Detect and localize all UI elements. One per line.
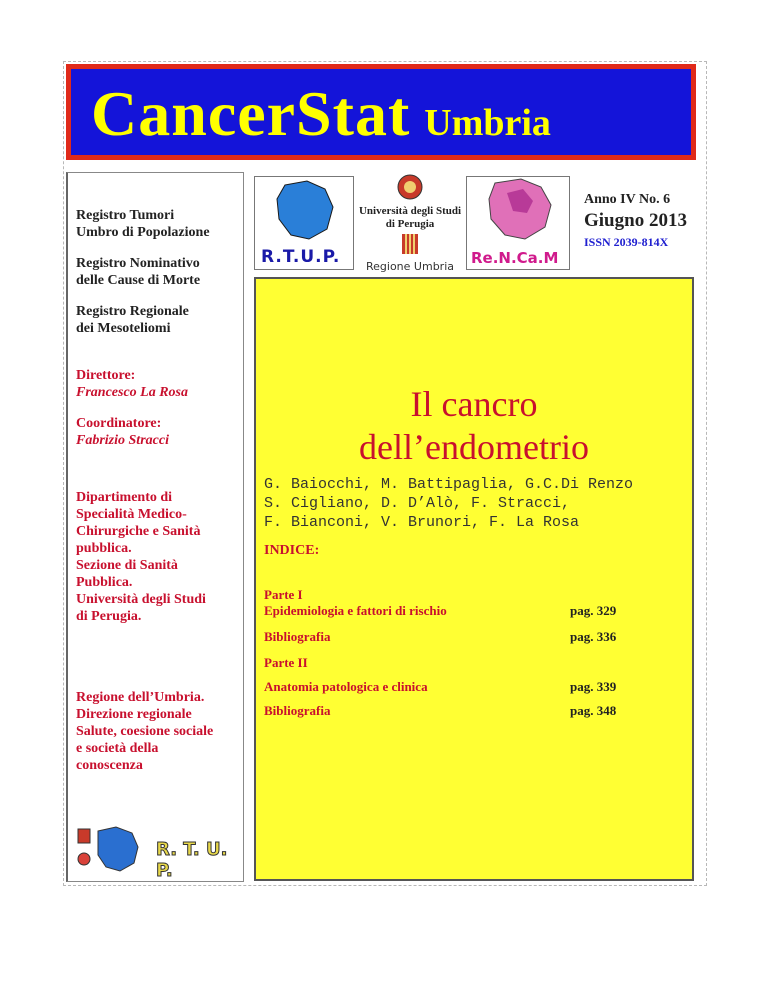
coordinatore-name: Fabrizio Stracci	[76, 433, 169, 448]
sidebar-line: Università degli Studi	[76, 592, 206, 607]
sidebar-line: Chirurgiche e Sanità	[76, 524, 201, 539]
parte-1-label: Parte I	[264, 587, 303, 602]
unipg-line2: di Perugia	[385, 218, 435, 230]
title-line: Il cancro	[410, 384, 538, 424]
article-title	[256, 383, 692, 469]
sidebar-line: Dipartimento di	[76, 490, 173, 505]
sidebar-line: e società della	[76, 741, 159, 756]
unipg-line1: Università degli Studi	[358, 205, 462, 217]
sidebar-dipartimento	[76, 489, 206, 625]
toc-entry-title[interactable]: Epidemiologia e fattori di rischio	[264, 603, 447, 618]
toc-entry-title[interactable]: Bibliografia	[264, 703, 331, 718]
rtup-footer-text: R. T. U. P.	[156, 839, 228, 881]
issue-number: Anno IV No. 6	[584, 192, 671, 207]
regione-umbria-label: Regione Umbria	[366, 260, 454, 273]
sidebar-line: Registro Regionale	[76, 304, 189, 319]
sidebar-line: Sezione di Sanità	[76, 558, 178, 573]
unipg-logo	[358, 174, 462, 273]
toc-entry-page: pag. 348	[570, 703, 617, 718]
sidebar-coordinatore	[76, 415, 169, 449]
title-line: dell’endometrio	[359, 427, 589, 467]
sidebar-line: Direzione regionale	[76, 707, 192, 722]
toc-entry-title[interactable]: Anatomia patologica e clinica	[264, 679, 428, 694]
sidebar-line: delle Cause di Morte	[76, 273, 201, 288]
rtup-label: R.T.U.P.	[261, 247, 341, 267]
sidebar-line: Specialità Medico-	[76, 507, 187, 522]
author-line: S. Cigliano, D. D’Alò, F. Stracci,	[264, 495, 571, 512]
main-panel	[254, 277, 694, 881]
sidebar-regione	[76, 689, 213, 774]
sidebar-line: Regione dell’Umbria.	[76, 690, 205, 705]
masthead-title-sub: Umbria	[424, 102, 551, 144]
sidebar-line: Pubblica.	[76, 575, 133, 590]
issn: ISSN 2039-814X	[584, 235, 669, 249]
sidebar-line: Umbro di Popolazione	[76, 225, 210, 240]
issue-info	[584, 192, 687, 250]
issue-date: Giugno 2013	[584, 210, 687, 231]
regione-emblem-icon	[400, 233, 420, 255]
coordinatore-label: Coordinatore:	[76, 416, 162, 431]
author-line: G. Baiocchi, M. Battipaglia, G.C.Di Renzo	[264, 476, 634, 493]
parte-2-label: Parte II	[264, 655, 308, 670]
toc-entry-page: pag. 336	[570, 629, 617, 644]
toc-entry-title[interactable]: Bibliografia	[264, 629, 331, 644]
masthead-banner	[66, 64, 696, 160]
umbria-map-icon	[255, 177, 353, 245]
toc-entry-page: pag. 339	[570, 679, 617, 694]
sidebar-line: Registro Nominativo	[76, 256, 200, 271]
rencam-label: Re.N.Ca.M	[471, 249, 559, 267]
rtup-logo	[254, 176, 354, 270]
direttore-label: Direttore:	[76, 368, 136, 383]
umbria-map-icon	[76, 825, 160, 873]
masthead-title-main: CancerStat	[91, 78, 411, 149]
rencam-logo	[466, 176, 570, 270]
sidebar-line: Registro Tumori	[76, 208, 175, 223]
direttore-name: Francesco La Rosa	[76, 385, 188, 400]
sidebar-line: Salute, coesione sociale	[76, 724, 214, 739]
sidebar-registro-nominativo	[76, 255, 200, 289]
sidebar-line: dei Mesoteliomi	[76, 321, 171, 336]
toc-entry-page: pag. 329	[570, 603, 617, 618]
author-line: F. Bianconi, V. Brunori, F. La Rosa	[264, 514, 580, 531]
sidebar-line: pubblica.	[76, 541, 132, 556]
sidebar	[66, 172, 244, 882]
umbria-map-pink-icon	[467, 177, 569, 247]
sidebar-line: di Perugia.	[76, 609, 142, 624]
sidebar-line: conoscenza	[76, 758, 143, 773]
sidebar-registro-tumori	[76, 207, 210, 241]
indice-label: INDICE:	[264, 543, 320, 558]
authors	[264, 475, 633, 532]
masthead-title	[91, 77, 551, 151]
sidebar-direttore	[76, 367, 188, 401]
university-seal-icon	[395, 174, 425, 200]
sidebar-registro-mesoteliomi	[76, 303, 189, 337]
sidebar-footer-logo	[76, 825, 246, 881]
